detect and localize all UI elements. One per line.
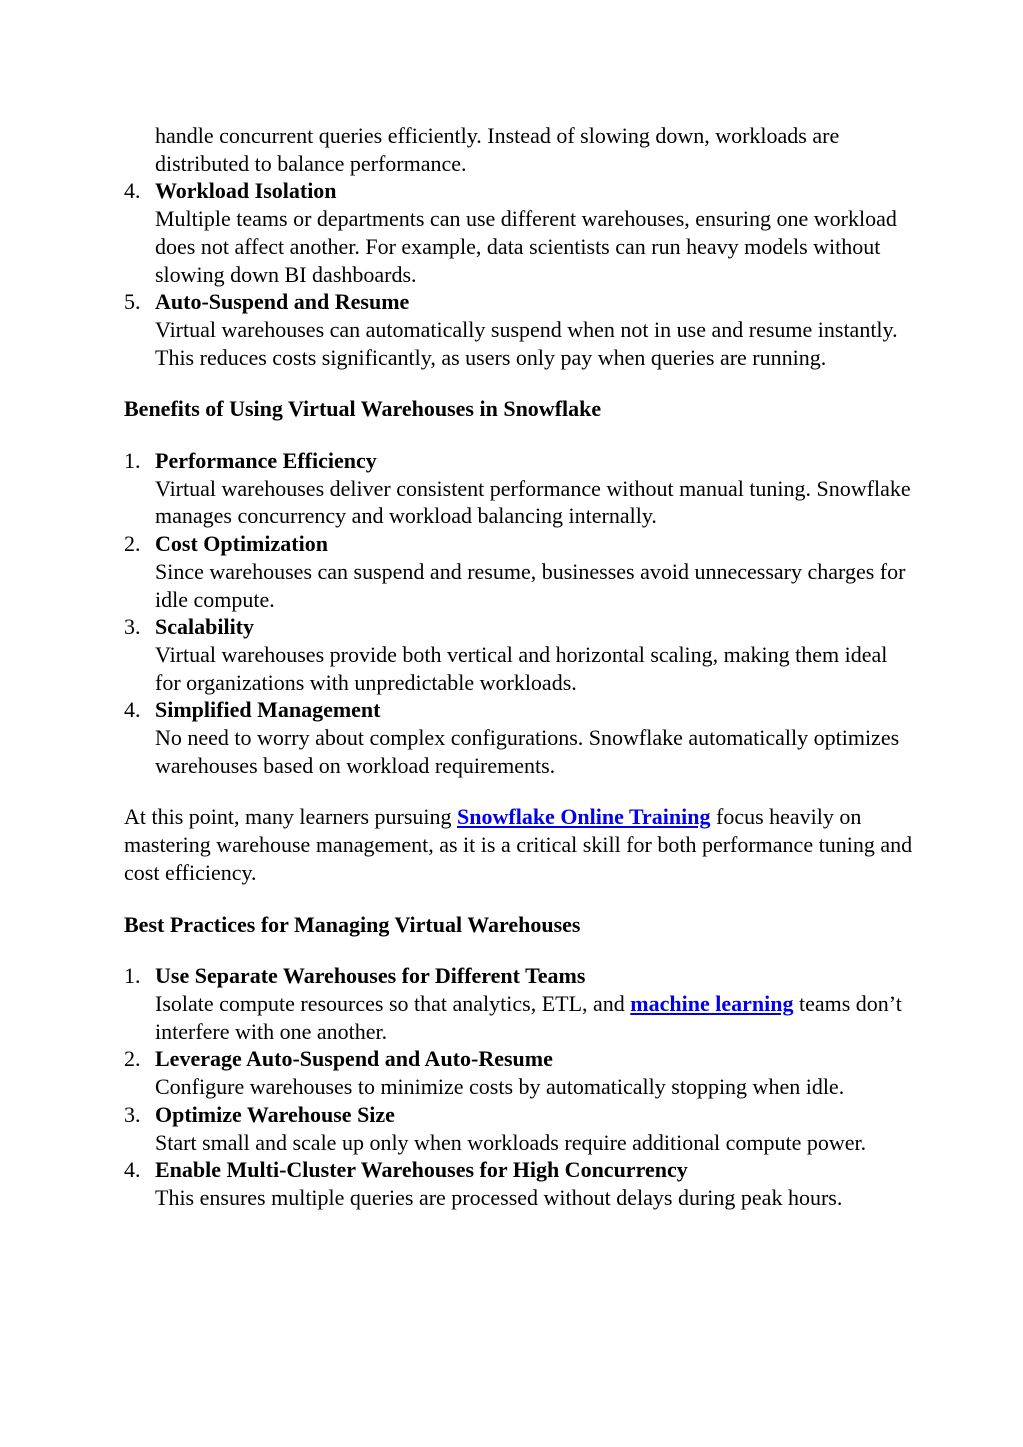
section-heading-best-practices: Best Practices for Managing Virtual Warehouses bbox=[124, 911, 581, 937]
body-text: teams don’t interfere with one another. bbox=[155, 990, 902, 1044]
best-practices-list bbox=[124, 962, 914, 1211]
body-text: Isolate compute resources so that analytics, ETL, and bbox=[155, 990, 631, 1016]
list-item-body: Multiple teams or departments can use different warehouses, ensuring one workload does not affect another. For example, data scientists can run heavy models without slowing down BI dashboards. bbox=[155, 206, 897, 287]
list-item-title: Simplified Management bbox=[155, 697, 381, 723]
list-item-continued bbox=[124, 122, 914, 177]
paragraph-text: At this point, many learners pursuing bbox=[124, 804, 458, 830]
list-item bbox=[124, 613, 914, 696]
list-number: 3. bbox=[124, 614, 141, 640]
list-number: 3. bbox=[124, 1101, 141, 1127]
list-item-title: Use Separate Warehouses for Different Teams bbox=[155, 963, 586, 989]
list-item-title: Workload Isolation bbox=[155, 178, 337, 204]
list-item-title: Cost Optimization bbox=[155, 531, 328, 557]
list-item-title: Leverage Auto-Suspend and Auto-Resume bbox=[155, 1046, 553, 1072]
spacer bbox=[124, 938, 914, 962]
list-item bbox=[124, 962, 914, 1045]
list-number: 4. bbox=[124, 178, 141, 204]
list-item-title: Optimize Warehouse Size bbox=[155, 1101, 395, 1127]
list-item bbox=[124, 530, 914, 613]
list-item-body: Virtual warehouses deliver consistent performance without manual tuning. Snowflake manages concurrency and workload balancing internally. bbox=[155, 475, 911, 529]
list-number: 4. bbox=[124, 697, 141, 723]
list-item bbox=[124, 1156, 914, 1211]
section-heading-benefits: Benefits of Using Virtual Warehouses in Snowflake bbox=[124, 396, 602, 422]
list-item bbox=[124, 447, 914, 530]
list-item-body: Configure warehouses to minimize costs by automatically stopping when idle. bbox=[155, 1074, 845, 1100]
spacer bbox=[124, 887, 914, 911]
list-item bbox=[124, 177, 914, 288]
top-list bbox=[124, 122, 914, 371]
spacer bbox=[124, 371, 914, 395]
spacer bbox=[124, 779, 914, 803]
machine-learning-link[interactable]: machine learning bbox=[630, 990, 794, 1016]
list-item-title: Auto-Suspend and Resume bbox=[155, 289, 410, 315]
benefits-list bbox=[124, 447, 914, 779]
list-number: 1. bbox=[124, 963, 141, 989]
list-number: 4. bbox=[124, 1157, 141, 1183]
list-item-body bbox=[155, 990, 914, 1045]
list-item bbox=[124, 1045, 914, 1100]
list-item-title: Enable Multi-Cluster Warehouses for High Concurrency bbox=[155, 1157, 688, 1183]
paragraph-text: focus heavily on mastering warehouse management, as it is a critical skill for both performance tuning and cost efficiency. bbox=[124, 804, 913, 885]
list-item-title: Scalability bbox=[155, 614, 255, 640]
snowflake-online-training-link[interactable]: Snowflake Online Training bbox=[457, 804, 711, 830]
list-item-body: Since warehouses can suspend and resume, businesses avoid unnecessary charges for idle compute. bbox=[155, 558, 906, 612]
list-number: 5. bbox=[124, 289, 141, 315]
list-item-body: Start small and scale up only when workloads require additional compute power. bbox=[155, 1129, 867, 1155]
list-item-body: Virtual warehouses provide both vertical and horizontal scaling, making them ideal for organizations with unpredictable workloads. bbox=[155, 641, 888, 695]
list-item-body: No need to worry about complex configurations. Snowflake automatically optimizes warehouses based on workload requirements. bbox=[155, 725, 900, 778]
document-page bbox=[124, 122, 914, 1212]
list-item-body: handle concurrent queries efficiently. Instead of slowing down, workloads are distributed to balance performance. bbox=[155, 123, 840, 176]
list-item bbox=[124, 696, 914, 779]
list-item bbox=[124, 1101, 914, 1156]
training-paragraph bbox=[124, 803, 914, 886]
list-number: 2. bbox=[124, 531, 141, 557]
list-item bbox=[124, 288, 914, 371]
list-item-title: Performance Efficiency bbox=[155, 448, 377, 474]
list-number: 1. bbox=[124, 448, 141, 474]
list-number: 2. bbox=[124, 1046, 141, 1072]
spacer bbox=[124, 423, 914, 447]
list-item-body: Virtual warehouses can automatically suspend when not in use and resume instantly. This reduces costs significantly, as users only pay when queries are running. bbox=[155, 316, 898, 370]
list-item-body: This ensures multiple queries are processed without delays during peak hours. bbox=[155, 1184, 843, 1210]
